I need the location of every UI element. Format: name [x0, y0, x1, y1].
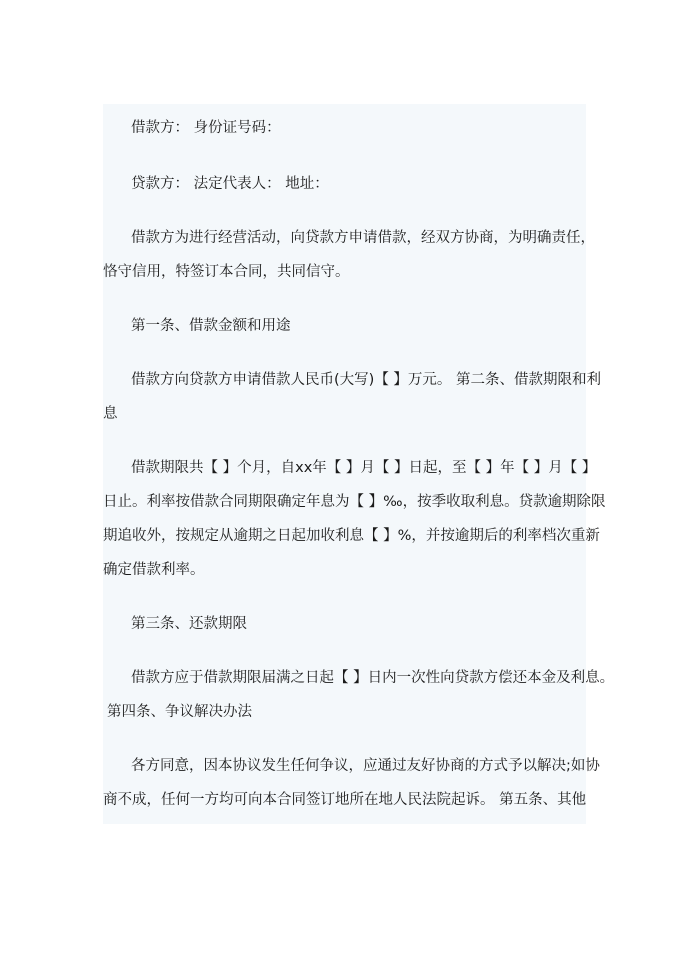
article-1-body-line-1: 借款方向贷款方申请借款人民币(大写)【 】万元。 第二条、借款期限和利	[131, 372, 602, 388]
article-3-body-line-1: 借款方应于借款期限届满之日起【 】日内一次性向贷款方偿还本金及利息。	[131, 670, 615, 686]
article-2-body-line-4: 确定借款利率。	[103, 562, 205, 578]
borrower-id-line: 借款方： 身份证号码：	[131, 120, 281, 136]
preamble-line-1: 借款方为进行经营活动，向贷款方申请借款，经双方协商，为明确责任，	[131, 230, 595, 246]
contract-text-block	[103, 104, 615, 824]
article-4-heading: 第四条、争议解决办法	[107, 704, 252, 720]
article-4-body-line-1: 各方同意，因本协议发生任何争议，应通过友好协商的方式予以解决;如协	[131, 758, 600, 774]
article-2-body-line-2: 日止。利率按借款合同期限确定年息为【 】‰，按季收取利息。贷款逾期除限	[103, 494, 606, 510]
article-1-heading: 第一条、借款金额和用途	[131, 318, 291, 334]
lender-info-line: 贷款方： 法定代表人： 地址：	[131, 176, 329, 192]
preamble-line-2: 恪守信用，特签订本合同，共同信守。	[103, 264, 350, 280]
article-1-body-line-2: 息	[103, 406, 118, 422]
article-2-body-line-3: 期追收外，按规定从逾期之日起加收利息【 】%，并按逾期后的利率档次重新	[103, 528, 600, 544]
article-3-heading: 第三条、还款期限	[131, 616, 247, 632]
article-4-body-line-2: 商不成，任何一方均可向本合同签订地所在地人民法院起诉。 第五条、其他	[103, 792, 587, 808]
article-2-body-line-1: 借款期限共【 】个月，自xx年【 】月【 】日起，至【 】年【 】月【 】	[131, 460, 597, 476]
